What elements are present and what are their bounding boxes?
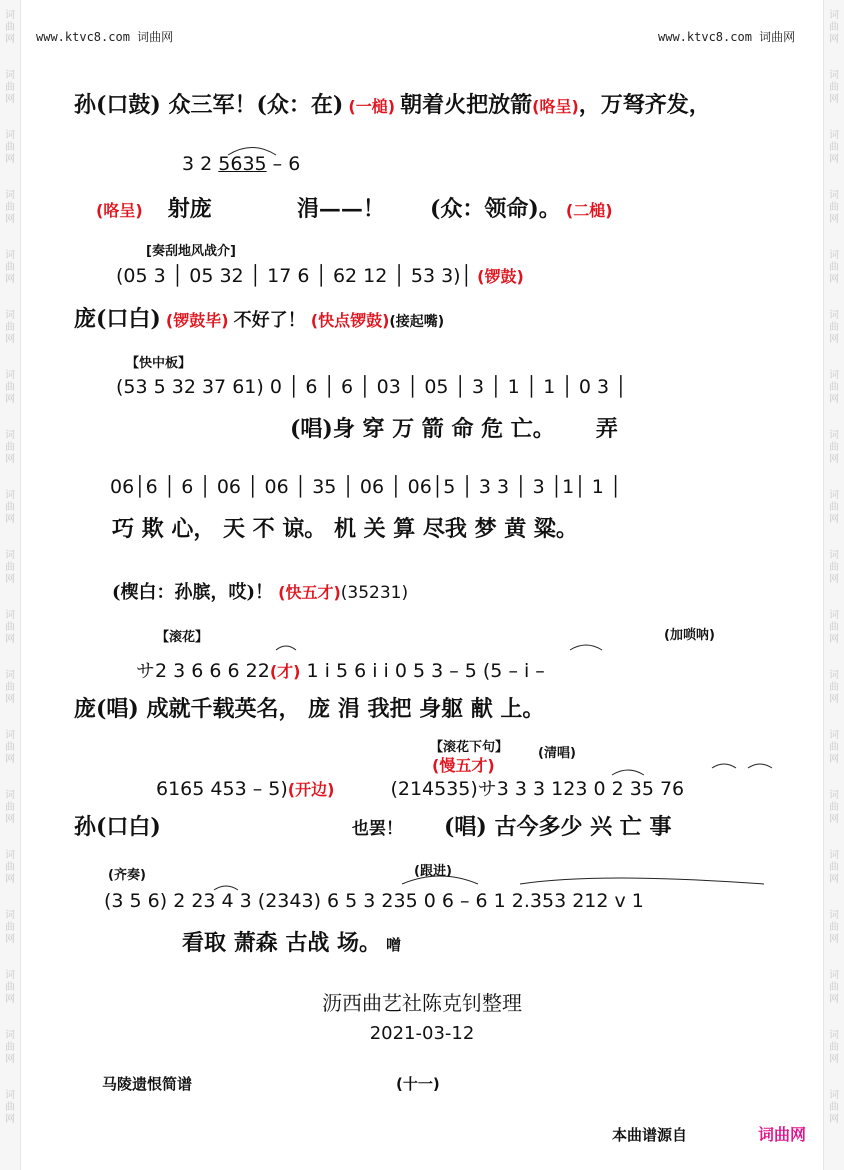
side-watermark: 词 曲 网 bbox=[5, 190, 15, 225]
notation-line-8: (53 5 32 37 61) 0 │ 6 │ 6 │ 03 │ 05 │ 3 │ 1 │ 1 │ 0 3 │ bbox=[116, 376, 627, 398]
side-watermark: 词 曲 网 bbox=[829, 70, 839, 105]
side-watermark: 词 曲 网 bbox=[5, 670, 15, 705]
section-label-2: 【快中板】 bbox=[126, 356, 192, 371]
side-watermark: 词 曲 网 bbox=[5, 1090, 15, 1125]
side-watermark: 词 曲 网 bbox=[5, 490, 15, 525]
side-watermark: 词 曲 网 bbox=[829, 190, 839, 225]
side-watermark: 词 曲 网 bbox=[829, 130, 839, 165]
lyric-line-12: (楔白：孙膑，哎)！ (快五才)(35231) bbox=[112, 582, 409, 603]
side-watermark: 词 曲 网 bbox=[829, 730, 839, 765]
side-watermark: 词 曲 网 bbox=[829, 670, 839, 705]
side-watermark: 词 曲 网 bbox=[829, 970, 839, 1005]
notation-line-10: 06│6 │ 6 │ 06 │ 06 │ 35 │ 06 │ 06│5 │ 3 3 │ 3 │1│ 1 │ bbox=[110, 476, 622, 498]
watermark-right: www.ktvc8.com 词曲网 bbox=[658, 30, 796, 44]
side-watermark: 词 曲 网 bbox=[829, 610, 839, 645]
notation-line-5: (05 3 │ 05 32 │ 17 6 │ 62 12 │ 53 3)│ (锣鼓) bbox=[116, 265, 524, 287]
side-watermark: 词 曲 网 bbox=[5, 910, 15, 945]
lyric-line-15: 庞(唱) 成就千载英名， 庞 涓 我把 身躯 献 上。 bbox=[74, 696, 545, 722]
section-label-1: [奏刮地风战介] bbox=[146, 244, 236, 259]
arranger-credit: 沥西曲艺社陈克钊整理 bbox=[322, 991, 522, 1015]
score-title: 马陵遗恨简谱 bbox=[102, 1075, 193, 1093]
side-watermark: 词 曲 网 bbox=[829, 10, 839, 45]
side-watermark: 词 曲 网 bbox=[829, 250, 839, 285]
side-watermark: 词 曲 网 bbox=[829, 850, 839, 885]
side-watermark: 词 曲 网 bbox=[5, 970, 15, 1005]
side-watermark: 词 曲 网 bbox=[829, 790, 839, 825]
side-watermark: 词 曲 网 bbox=[829, 550, 839, 585]
side-watermark: 词 曲 网 bbox=[5, 850, 15, 885]
side-watermark: 词 曲 网 bbox=[5, 130, 15, 165]
lyric-line-3: (咯呈) 射庞 涓——！ (众：领命)。 (二槌) bbox=[96, 196, 613, 222]
side-watermark: 词 曲 网 bbox=[5, 610, 15, 645]
side-watermark: 词 曲 网 bbox=[829, 430, 839, 465]
side-watermark: 词 曲 网 bbox=[5, 550, 15, 585]
side-watermark: 词 曲 网 bbox=[5, 250, 15, 285]
side-watermark: 词 曲 网 bbox=[5, 1030, 15, 1065]
section-label-6: (慢五才) bbox=[432, 756, 495, 775]
section-label-5: 【滚花下句】 bbox=[430, 740, 509, 755]
side-watermark: 词 曲 网 bbox=[5, 70, 15, 105]
lyric-line-21: 看取 萧森 古战 场。 噌 bbox=[182, 930, 402, 956]
source-brand-link[interactable]: 词曲网 bbox=[758, 1125, 807, 1144]
lyric-line-9: (唱)身 穿 万 箭 命 危 亡。 弄 bbox=[290, 416, 618, 442]
side-watermark: 词 曲 网 bbox=[5, 430, 15, 465]
side-watermark: 词 曲 网 bbox=[829, 910, 839, 945]
side-watermark: 词 曲 网 bbox=[5, 310, 15, 345]
section-label-8: (齐奏) bbox=[108, 868, 146, 883]
side-watermark: 词 曲 网 bbox=[829, 370, 839, 405]
lyric-line-1: 孙(口鼓) 众三军！(众：在) (一槌) 朝着火把放箭(咯呈)，万弩齐发， bbox=[74, 92, 711, 118]
side-watermark: 词 曲 网 bbox=[5, 790, 15, 825]
section-label-9: (跟进) bbox=[414, 864, 452, 879]
side-watermark: 词 曲 网 bbox=[829, 1090, 839, 1125]
side-watermark: 词 曲 网 bbox=[5, 370, 15, 405]
notation-line-20: (3 5 6) 2 23 4 3 (2343) 6 5 3 235 0 6 – 6 1 2.353 212 v 1 bbox=[104, 890, 644, 912]
side-watermark: 词 曲 网 bbox=[829, 490, 839, 525]
notation-line-17: 6165 453 – 5)(开边) (214535)サ3 3 3 123 0 2 35 76 bbox=[156, 778, 685, 800]
lyric-line-11: 巧 欺 心， 天 不 谅。 机 关 算 尽我 梦 黄 粱。 bbox=[112, 516, 578, 542]
side-watermark: 词 曲 网 bbox=[829, 1030, 839, 1065]
section-label-3: 【滚花】 bbox=[156, 630, 209, 645]
arrangement-date: 2021-03-12 bbox=[369, 1023, 475, 1044]
lyric-line-18: 孙(口白) 也罢！ (唱) 古今多少 兴 亡 事 bbox=[74, 814, 672, 840]
section-label-7: (清唱) bbox=[538, 746, 576, 761]
notation-line-2: 3 2 5635 – 6 bbox=[182, 153, 301, 175]
lyric-line-6: 庞(口白) (锣鼓毕) 不好了！ (快点锣鼓)(接起嘴) bbox=[74, 306, 445, 332]
side-watermark: 词 曲 网 bbox=[829, 310, 839, 345]
notation-line-14: サ2 3 6 6 6 22(才) 1 i 5 6 i i 0 5 3 – 5 (5 – i – bbox=[136, 660, 545, 682]
source-label: 本曲谱源自 bbox=[612, 1126, 688, 1144]
watermark-left: www.ktvc8.com 词曲网 bbox=[36, 30, 174, 44]
side-watermark: 词 曲 网 bbox=[5, 730, 15, 765]
side-watermark: 词 曲 网 bbox=[5, 10, 15, 45]
page-number: (十一) bbox=[396, 1075, 440, 1093]
section-label-4: (加唢呐) bbox=[664, 628, 715, 643]
